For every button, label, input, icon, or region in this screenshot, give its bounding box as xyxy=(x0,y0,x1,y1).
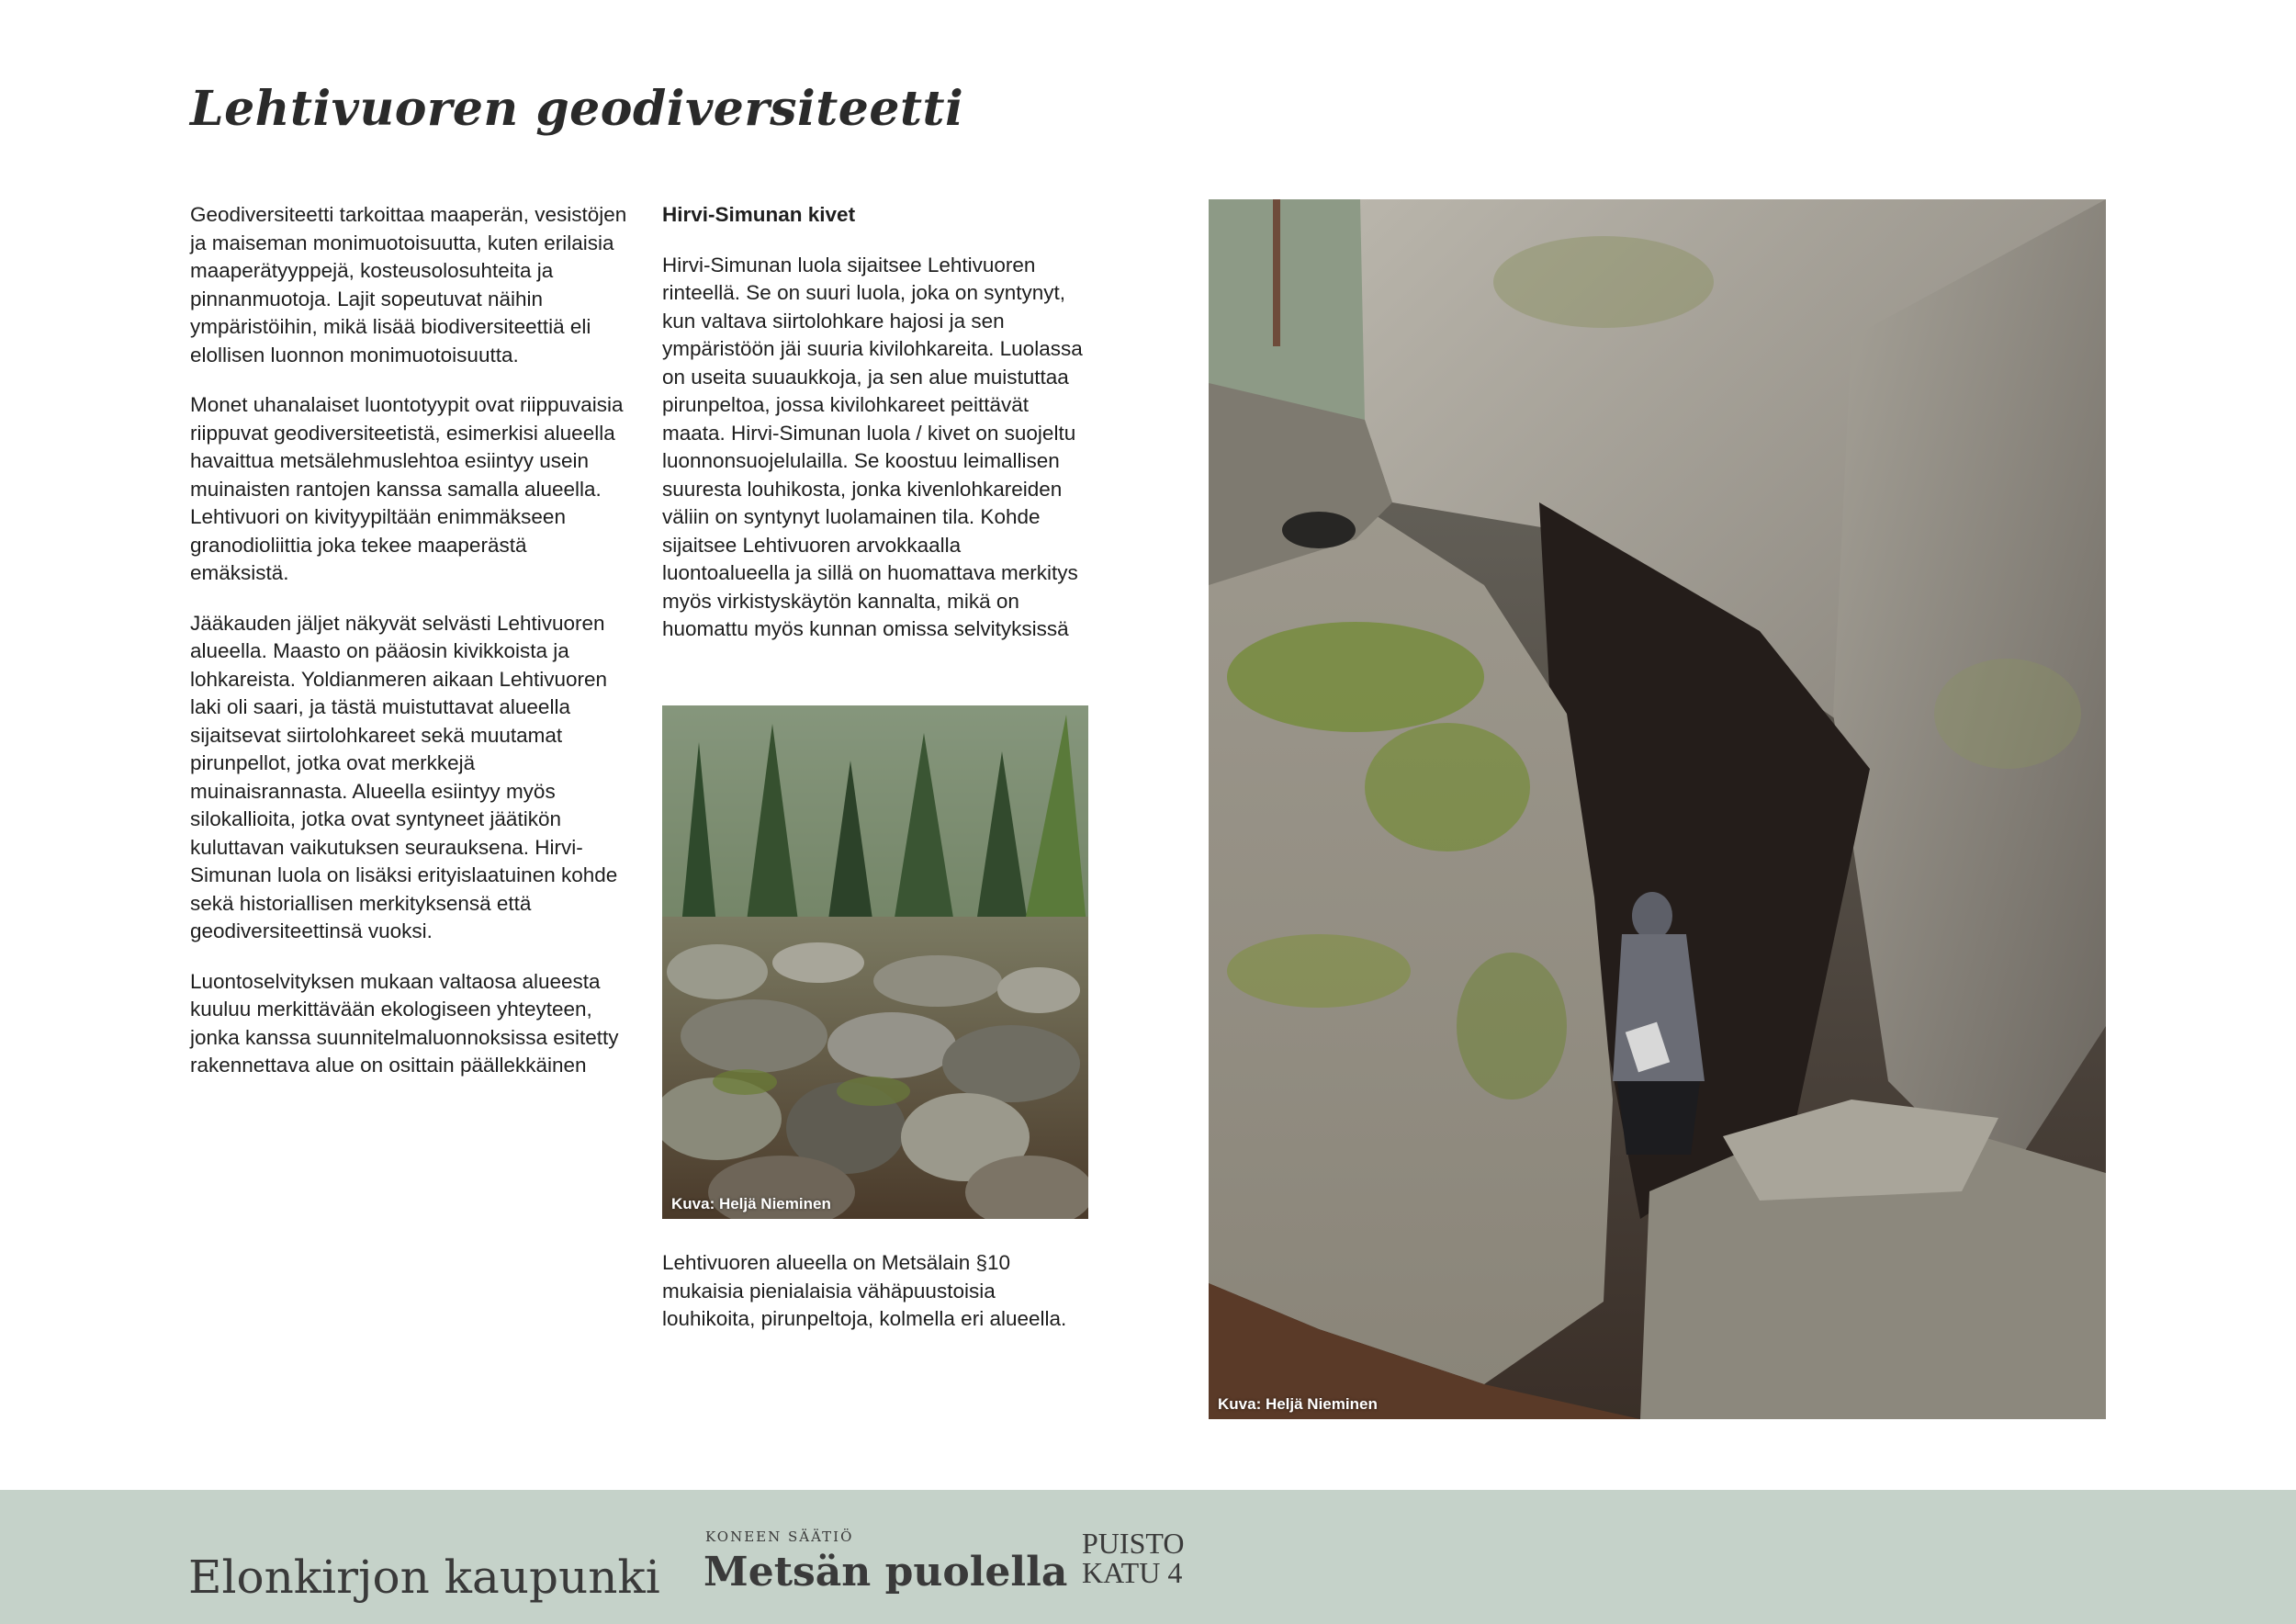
photo-credit: Kuva: Heljä Nieminen xyxy=(671,1195,831,1212)
footer-bar xyxy=(0,1490,2296,1624)
paragraph-threatened-habitats: Monet uhanalaiset luontotyypit ovat riippuvaisia riippuvat geodiversiteetistä, esimerkisi alueella havaittua metsälehmuslehtoa esiintyy usein muinaisten rantojen kanssa samalla alueella. Lehtivuori on kivityypiltään enimmäkseen granodioliittia joka tekee maaperästä emäksistä. xyxy=(190,393,624,584)
koneen-saatio-label: KONEEN SÄÄTIÖ xyxy=(705,1528,854,1545)
paragraph-ice-age: Jääkauden jäljet näkyvät selvästi Lehtivuoren alueella. Maasto on pääosin kivikkoista ja lohkareista. Yoldianmeren aikaan Lehtivuoren laki oli saari, ja tästä muistuttavat alueella sijaitsevat siirtolohkareet sekä muutamat pirunpellot, jotka ovat merkkejä muinaisrannasta. Alueella esiintyy myös silokallioita, jotka ovat syntyneet jäätikön kuluttavan vaikutuksen seurauksena. Hirvi-Simunan luola on lisäksi erityislaatuinen kohde sekä historiallisen merkityksensä että geodiversiteettinsä vuoksi. xyxy=(190,611,618,942)
puistokatu-line2: KATU 4 xyxy=(1082,1556,1183,1589)
intro-column xyxy=(190,201,631,1102)
boulder-field-photo xyxy=(662,705,1088,1219)
cave-photo xyxy=(1209,199,2106,1419)
paragraph-nature-survey: Luontoselvityksen mukaan valtaosa alueesta kuuluu merkittävään ekologiseen yhteyteen, jonka kanssa suunnitelmaluonnoksissa esitetty rakennettava alue on osittain päällekkäinen xyxy=(190,969,619,1077)
paragraph-geodiversity: Geodiversiteetti tarkoittaa maaperän, vesistöjen ja maiseman monimuotoisuutta, kuten erilaisia maaperätyyppejä, kosteusolosuhteita ja pinnanmuotoja. Lajit sopeutuvat näihin ympäristöihin, mikä lisää biodiversiteettiä eli elollisen luonnon monimuotoisuutta. xyxy=(190,203,627,367)
puistokatu-line1: PUISTO xyxy=(1082,1527,1185,1560)
puistokatu-logo xyxy=(1082,1528,1184,1587)
metsan-puolella-logo: Metsän puolella xyxy=(703,1549,1068,1596)
section-heading: Hirvi-Simunan kivet xyxy=(662,203,856,226)
cave-column xyxy=(662,201,1094,666)
photo-caption: Lehtivuoren alueella on Metsälain §10 mukaisia pienialaisia vähäpuustoisia louhikoita, pirunpeltoja, kolmella eri alueella. xyxy=(662,1251,1067,1330)
elonkirjon-logo: Elonkirjon kaupunki xyxy=(188,1551,660,1604)
page-title: Lehtivuoren geodiversiteetti xyxy=(190,81,964,137)
photo-credit: Kuva: Heljä Nieminen xyxy=(1218,1395,1378,1413)
paragraph-cave: Hirvi-Simunan luola sijaitsee Lehtivuoren rinteellä. Se on suuri luola, joka on syntynyt, kun valtava siirtolohkare hajosi ja sen ympäristöön jäi suuria kivilohkareita. Luolassa on useita suuaukkoja, ja sen alue muistuttaa pirunpeltoa, jossa kivilohkareet peittävät maata. Hirvi-Simunan luola / kivet on suojeltu luonnonsuojelulailla. Se koostuu leimallisen suuresta louhikosta, jonka kivenlohkareiden väliin on syntynyt luolamainen tila. Kohde sijaitsee Lehtivuoren arvokkaalla luontoalueella ja sillä on huomattava merkitys myös virkistyskäytön kannalta, mikä on huomattu myös kunnan omissa selvityksissä xyxy=(662,253,1083,640)
